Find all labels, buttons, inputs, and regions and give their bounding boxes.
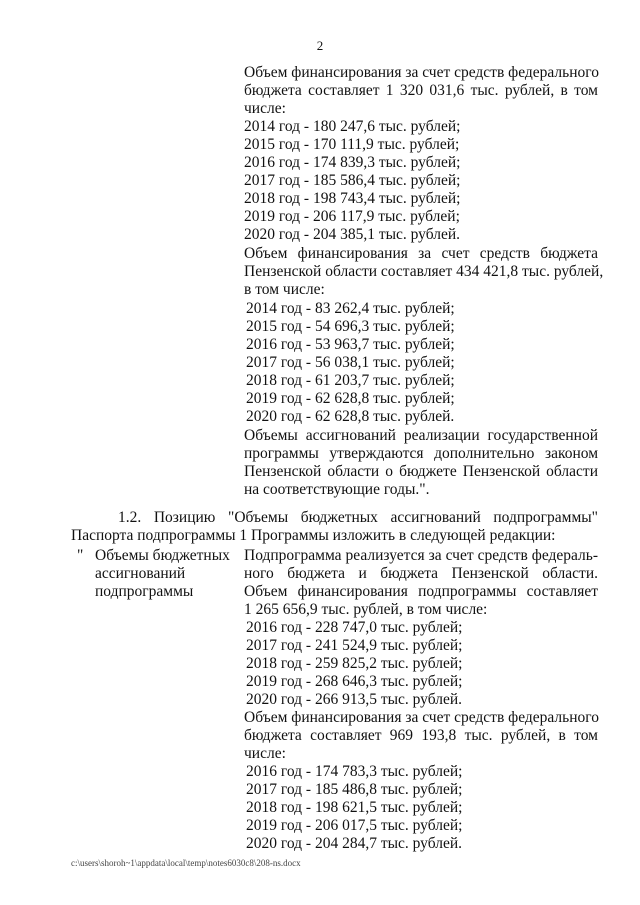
table-federal-year-line: 2018 год - 198 621,5 тыс. рублей; <box>246 799 463 816</box>
section-1-2-line: 1.2. Позицию "Объемы бюджетных ассигнований подпрограммы" <box>118 509 598 526</box>
total-year-line: 2018 год - 259 825,2 тыс. рублей; <box>246 655 463 672</box>
regional-text-line: Объем финансирования за счет средств бюджета <box>244 245 598 262</box>
total-year-line: 2020 год - 266 913,5 тыс. рублей. <box>246 691 463 708</box>
table-left-label: Объемы бюджетных <box>95 547 230 564</box>
regional-text-line: в том числе: <box>244 281 325 298</box>
regional-text-line: Пензенской области составляет 434 421,8 тыс. рублей, <box>244 263 604 280</box>
page-number: 2 <box>316 38 324 53</box>
regional-year-line: 2017 год - 56 038,1 тыс. рублей; <box>246 354 455 371</box>
open-quote: " <box>77 547 84 564</box>
total-year-line: 2016 год - 228 747,0 тыс. рублей; <box>246 619 463 636</box>
federal-year-line: 2016 год - 174 839,3 тыс. рублей; <box>244 154 461 171</box>
table-federal-year-line: 2020 год - 204 284,7 тыс. рублей. <box>246 835 463 852</box>
regional-year-line: 2019 год - 62 628,8 тыс. рублей; <box>246 390 455 407</box>
table-right-line: 1 265 656,9 тыс. рублей, в том числе: <box>244 601 488 618</box>
table-federal-year-line: 2017 год - 185 486,8 тыс. рублей; <box>246 781 463 798</box>
table-right-line: ного бюджета и бюджета Пензенской области. <box>244 565 598 582</box>
table-federal-line: бюджета составляет 969 193,8 тыс. рублей, в том <box>244 727 598 744</box>
table-federal-year-line: 2016 год - 174 783,3 тыс. рублей; <box>246 763 463 780</box>
federal-year-line: 2015 год - 170 111,9 тыс. рублей; <box>244 136 460 153</box>
federal-text-line: числе: <box>244 100 286 117</box>
regional-year-line: 2015 год - 54 696,3 тыс. рублей; <box>246 318 455 335</box>
total-year-line: 2017 год - 241 524,9 тыс. рублей; <box>246 637 463 654</box>
federal-year-line: 2014 год - 180 247,6 тыс. рублей; <box>244 118 461 135</box>
closing-text-line: на соответствующие годы.". <box>244 481 430 498</box>
federal-year-line: 2017 год - 185 586,4 тыс. рублей; <box>244 172 461 189</box>
federal-text-line: Объем финансирования за счет средств федерального <box>244 64 599 81</box>
closing-text-line: Пензенской области о бюджете Пензенской области <box>244 463 598 480</box>
regional-year-line: 2016 год - 53 963,7 тыс. рублей; <box>246 336 455 353</box>
table-right-line: Объем финансирования подпрограммы составляет <box>244 583 598 600</box>
table-right-line: Подпрограмма реализуется за счет средств федераль- <box>244 547 598 564</box>
footer-file-path: c:\users\shoroh~1\appdata\local\temp\notes6030c8\208-ns.docx <box>71 858 301 868</box>
regional-year-line: 2020 год - 62 628,8 тыс. рублей. <box>246 408 455 425</box>
regional-year-line: 2018 год - 61 203,7 тыс. рублей; <box>246 372 455 389</box>
regional-year-line: 2014 год - 83 262,4 тыс. рублей; <box>246 300 455 317</box>
table-federal-year-line: 2019 год - 206 017,5 тыс. рублей; <box>246 817 463 834</box>
closing-text-line: программы утверждаются дополнительно законом <box>244 445 598 462</box>
federal-year-line: 2019 год - 206 117,9 тыс. рублей; <box>244 208 460 225</box>
table-federal-line: Объем финансирования за счет средств федерального <box>244 709 599 726</box>
table-left-label: ассигнований <box>95 565 186 582</box>
federal-year-line: 2020 год - 204 385,1 тыс. рублей. <box>244 226 461 243</box>
total-year-line: 2019 год - 268 646,3 тыс. рублей; <box>246 673 463 690</box>
federal-year-line: 2018 год - 198 743,4 тыс. рублей; <box>244 190 461 207</box>
table-left-label: подпрограммы <box>95 583 194 600</box>
federal-text-line: бюджета составляет 1 320 031,6 тыс. рублей, в том <box>244 82 598 99</box>
table-federal-line: числе: <box>244 745 286 762</box>
closing-text-line: Объемы ассигнований реализации государственной <box>244 427 598 444</box>
section-1-2-line: Паспорта подпрограммы 1 Программы изложить в следующей редакции: <box>71 527 556 544</box>
